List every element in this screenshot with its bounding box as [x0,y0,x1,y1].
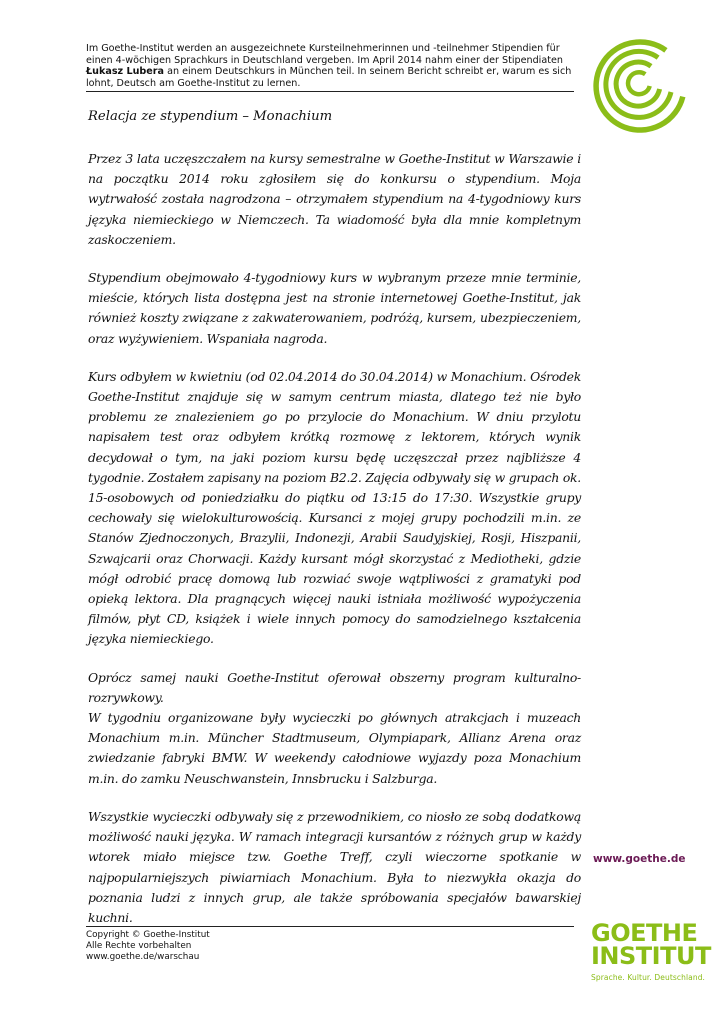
report-body [88,149,581,946]
paragraph-5: Wszystkie wycieczki odbywały się z przewodnikiem, co niosło ze sobą dodatkową możliwość nauki języka. W ramach integracji kursantów z różnych grup w każdy wtorek miało miejsce tzw. Goethe Treff, czyli wieczorne spotkanie w najpopularniejszych piwiarniach Monachium. Była to niezwykła okazja do poznania ludzi z innych grup, ale także spróbowania specjałów bawarskiej kuchni. [88,808,581,925]
footer [86,926,574,963]
paragraph-1: Przez 3 lata uczęszczałem na kursy semestralne w Goethe-Institut w Warszawie i na początku 2014 roku zgłosiłem się do konkursu o stypendium. Moja wytrwałość została nagrodzona – otrzymałem stypendium na 4-tygodniowy kurs języka niemieckiego w Niemczech. Ta wiadomość była dla mnie kompletnym zaskoczeniem. [88,151,581,247]
footer-rights: Alle Rechte vorbehalten [86,941,192,951]
goethe-website-link[interactable]: www.goethe.de [593,853,686,865]
paragraph-2: Stypendium obejmowało 4-tygodniowy kurs w wybranym przeze mnie terminie, mieście, których lista dostępna jest na stronie internetowej Goethe-Institut, jak również koszty związane z zakwaterowaniem, podróżą, kursem, ubezpieczeniem, oraz wyżywieniem. Wspaniała nagroda. [88,270,581,346]
brand-line-1: GOETHE [591,919,698,947]
goethe-institut-wordmark [591,919,711,982]
brand-line-2: INSTITUT [591,942,711,970]
paragraph-4: Oprócz samej nauki Goethe-Institut oferował obszerny program kulturalno-rozrywkowy. W tygodniu organizowane były wycieczki po głównych atrakcjach i muzeach Monachium m.in. Müncher Stadtmuseum, Olympiapark, Allianz Arena oraz zwiedzanie fabryki BMW. W weekendy całodniowe wyjazdy poza Monachium m.in. do zamku Neuschwanstein, Innsbrucku i Salzburga. [88,669,581,786]
brand-tagline: Sprache. Kultur. Deutschland. [591,973,706,982]
header-intro-text-1: Im Goethe-Institut werden an ausgezeichnete Kursteilnehmerinnen und -teilnehmer Stipendien für einen 4-wöchigen Sprachkurs in Deutschland vergeben. Im April 2014 nahm einer der Stipendiaten [86,43,563,66]
paragraph-3: Kurs odbyłem w kwietniu (od 02.04.2014 do 30.04.2014) w Monachium. Ośrodek Goethe-Institut znajduje się w samym centrum miasta, dlatego też nie było problemu ze znalezieniem go po przylocie do Monachium. W dniu przylotu napisałem test oraz odbyłem krótką rozmowę z lektorem, których wynik decydował o tym, na jaki poziom kursu będę uczęszczał przez najbliższe 4 tygodnie. Zostałem zapisany na poziom B2.2. Zajęcia odbywały się w grupach ok. 15-osobowych od poniedziałku do piątku od 13:15 do 17:30. Wszystkie grupy cechowały się wielokulturowością. Kursanci z mojej grupy pochodzili m.in. ze Stanów Zjednoczonych, Brazylii, Indonezji, Arabii Saudyjskiej, Rosji, Hiszpanii, Szwajcarii oraz Chorwacji. Każdy kursant mógł skorzystać z Mediotheki, gdzie mógł odrobić pracę domową lub rozwiać swoje wątpliwości z gramatyki pod opieką lektora. Dla pragnących więcej nauki istniała możliwość wypożyczenia filmów, płyt CD, książek i wiele innych pomocy do samodzielnego kształcenia języka niemieckiego. [88,368,581,647]
footer-url: www.goethe.de/warschau [86,952,200,962]
header-intro [86,43,574,92]
footer-copyright: Copyright © Goethe-Institut [86,930,210,940]
document-title: Relacja ze stypendium – Monachium [88,109,333,124]
header-intro-text-2: an einem Deutschkurs in München teil. In seinem Bericht schreibt er, warum es sich lohnt, Deutsch am Goethe-Institut zu lernen. [86,66,572,89]
scholar-name: Łukasz Lubera [86,66,165,78]
goethe-rings-logo [588,34,692,138]
